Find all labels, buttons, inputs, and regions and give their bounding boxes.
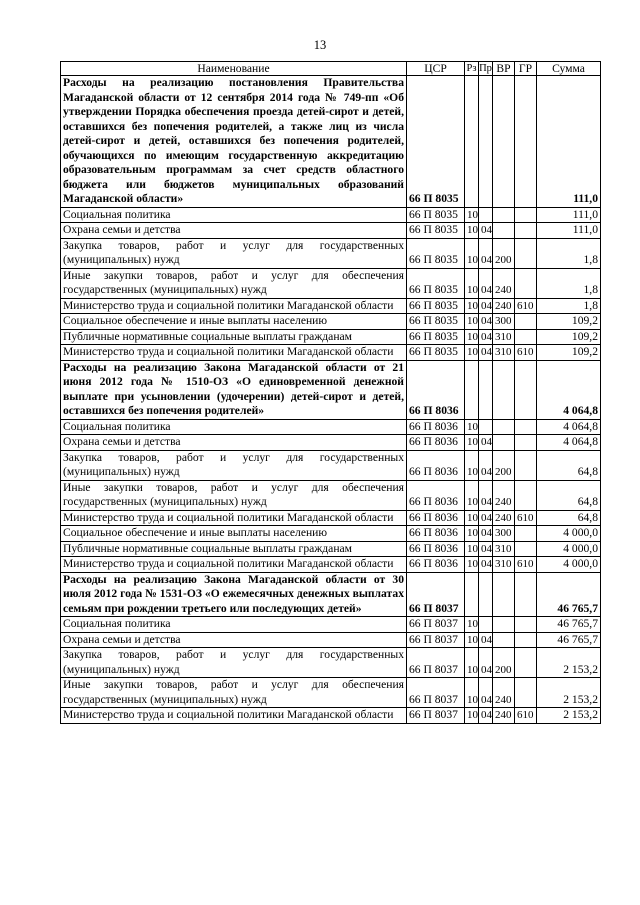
cell-gr: 610 bbox=[515, 298, 537, 314]
cell-rz: 10 bbox=[465, 298, 479, 314]
cell-vr bbox=[493, 223, 515, 239]
cell-rz bbox=[465, 360, 479, 419]
cell-pr bbox=[479, 572, 493, 617]
cell-pr: 04 bbox=[479, 298, 493, 314]
cell-gr bbox=[515, 76, 537, 208]
table-row bbox=[61, 617, 601, 633]
table-row bbox=[61, 76, 601, 208]
cell-vr: 310 bbox=[493, 329, 515, 345]
cell-name: Социальная политика bbox=[61, 207, 407, 223]
header-vr: ВР bbox=[493, 62, 515, 76]
cell-rz: 10 bbox=[465, 223, 479, 239]
cell-sum: 64,8 bbox=[537, 480, 601, 510]
header-csr: ЦСР bbox=[407, 62, 465, 76]
cell-name: Социальная политика bbox=[61, 419, 407, 435]
cell-sum: 111,0 bbox=[537, 76, 601, 208]
header-name: Наименование bbox=[61, 62, 407, 76]
cell-csr: 66 П 8036 bbox=[407, 510, 465, 526]
cell-rz: 10 bbox=[465, 557, 479, 573]
cell-pr: 04 bbox=[479, 526, 493, 542]
table-row bbox=[61, 648, 601, 678]
cell-csr: 66 П 8036 bbox=[407, 480, 465, 510]
cell-vr: 240 bbox=[493, 298, 515, 314]
cell-gr bbox=[515, 314, 537, 330]
cell-name: Охрана семьи и детства bbox=[61, 435, 407, 451]
cell-rz: 10 bbox=[465, 617, 479, 633]
cell-pr: 04 bbox=[479, 632, 493, 648]
cell-pr: 04 bbox=[479, 268, 493, 298]
cell-sum: 2 153,2 bbox=[537, 648, 601, 678]
cell-name: Министерство труда и социальной политики Магаданской области bbox=[61, 298, 407, 314]
cell-name: Публичные нормативные социальные выплаты гражданам bbox=[61, 541, 407, 557]
cell-vr: 240 bbox=[493, 708, 515, 724]
cell-csr: 66 П 8035 bbox=[407, 268, 465, 298]
cell-vr bbox=[493, 617, 515, 633]
cell-rz: 10 bbox=[465, 450, 479, 480]
cell-pr: 04 bbox=[479, 678, 493, 708]
table-row bbox=[61, 207, 601, 223]
cell-rz bbox=[465, 572, 479, 617]
cell-sum: 4 000,0 bbox=[537, 557, 601, 573]
table-row bbox=[61, 298, 601, 314]
cell-gr: 610 bbox=[515, 510, 537, 526]
cell-pr bbox=[479, 360, 493, 419]
cell-vr: 200 bbox=[493, 238, 515, 268]
cell-pr: 04 bbox=[479, 541, 493, 557]
cell-sum: 46 765,7 bbox=[537, 617, 601, 633]
cell-csr: 66 П 8036 bbox=[407, 419, 465, 435]
cell-sum: 111,0 bbox=[537, 223, 601, 239]
cell-pr: 04 bbox=[479, 314, 493, 330]
cell-gr bbox=[515, 223, 537, 239]
cell-vr: 310 bbox=[493, 557, 515, 573]
table-row bbox=[61, 510, 601, 526]
table-row bbox=[61, 329, 601, 345]
cell-rz: 10 bbox=[465, 632, 479, 648]
cell-rz: 10 bbox=[465, 526, 479, 542]
cell-csr: 66 П 8035 bbox=[407, 238, 465, 268]
cell-vr: 240 bbox=[493, 510, 515, 526]
cell-sum: 4 064,8 bbox=[537, 360, 601, 419]
cell-pr: 04 bbox=[479, 223, 493, 239]
cell-rz: 10 bbox=[465, 480, 479, 510]
cell-vr bbox=[493, 572, 515, 617]
cell-csr: 66 П 8035 bbox=[407, 329, 465, 345]
cell-rz: 10 bbox=[465, 329, 479, 345]
cell-name: Министерство труда и социальной политики Магаданской области bbox=[61, 708, 407, 724]
cell-gr bbox=[515, 678, 537, 708]
cell-csr: 66 П 8035 bbox=[407, 345, 465, 361]
cell-gr bbox=[515, 419, 537, 435]
cell-csr: 66 П 8036 bbox=[407, 450, 465, 480]
cell-name: Социальное обеспечение и иные выплаты населению bbox=[61, 314, 407, 330]
cell-rz: 10 bbox=[465, 314, 479, 330]
header-rz: Рз bbox=[466, 63, 477, 74]
cell-sum: 111,0 bbox=[537, 207, 601, 223]
cell-vr bbox=[493, 435, 515, 451]
cell-vr: 240 bbox=[493, 480, 515, 510]
cell-pr bbox=[479, 76, 493, 208]
cell-sum: 109,2 bbox=[537, 329, 601, 345]
cell-sum: 64,8 bbox=[537, 510, 601, 526]
cell-rz: 10 bbox=[465, 419, 479, 435]
cell-sum: 4 000,0 bbox=[537, 541, 601, 557]
cell-name: Иные закупки товаров, работ и услуг для обеспечения государственных (муниципальных) нужд bbox=[61, 480, 407, 510]
cell-name: Закупка товаров, работ и услуг для государственных (муниципальных) нужд bbox=[61, 238, 407, 268]
cell-name: Социальная политика bbox=[61, 617, 407, 633]
cell-csr: 66 П 8035 bbox=[407, 298, 465, 314]
cell-vr bbox=[493, 360, 515, 419]
cell-name: Охрана семьи и детства bbox=[61, 632, 407, 648]
cell-pr: 04 bbox=[479, 329, 493, 345]
table-row bbox=[61, 314, 601, 330]
cell-name: Министерство труда и социальной политики Магаданской области bbox=[61, 510, 407, 526]
cell-csr: 66 П 8037 bbox=[407, 648, 465, 678]
cell-name: Иные закупки товаров, работ и услуг для обеспечения государственных (муниципальных) нужд bbox=[61, 268, 407, 298]
cell-csr: 66 П 8036 bbox=[407, 526, 465, 542]
cell-name: Иные закупки товаров, работ и услуг для обеспечения государственных (муниципальных) нужд bbox=[61, 678, 407, 708]
cell-csr: 66 П 8036 bbox=[407, 557, 465, 573]
cell-csr: 66 П 8035 bbox=[407, 207, 465, 223]
cell-sum: 1,8 bbox=[537, 238, 601, 268]
cell-pr bbox=[479, 617, 493, 633]
cell-pr: 04 bbox=[479, 708, 493, 724]
table-row bbox=[61, 450, 601, 480]
cell-pr bbox=[479, 419, 493, 435]
cell-vr: 300 bbox=[493, 526, 515, 542]
cell-gr bbox=[515, 207, 537, 223]
table-row bbox=[61, 541, 601, 557]
cell-pr: 04 bbox=[479, 345, 493, 361]
cell-csr: 66 П 8037 bbox=[407, 572, 465, 617]
budget-table bbox=[60, 61, 601, 724]
cell-csr: 66 П 8036 bbox=[407, 435, 465, 451]
cell-sum: 1,8 bbox=[537, 298, 601, 314]
table-body bbox=[61, 76, 601, 724]
cell-sum: 46 765,7 bbox=[537, 572, 601, 617]
cell-gr bbox=[515, 526, 537, 542]
cell-csr: 66 П 8035 bbox=[407, 223, 465, 239]
table-row bbox=[61, 268, 601, 298]
table-row bbox=[61, 678, 601, 708]
cell-rz: 10 bbox=[465, 435, 479, 451]
cell-name: Министерство труда и социальной политики Магаданской области bbox=[61, 345, 407, 361]
cell-pr: 04 bbox=[479, 480, 493, 510]
cell-vr: 240 bbox=[493, 268, 515, 298]
cell-sum: 109,2 bbox=[537, 314, 601, 330]
cell-pr bbox=[479, 207, 493, 223]
cell-sum: 109,2 bbox=[537, 345, 601, 361]
header-gr: ГР bbox=[515, 62, 537, 76]
cell-rz: 10 bbox=[465, 268, 479, 298]
cell-sum: 2 153,2 bbox=[537, 708, 601, 724]
table-row bbox=[61, 419, 601, 435]
cell-name: Расходы на реализацию Закона Магаданской области от 21 июня 2012 года № 1510-ОЗ «О единовременной денежной выплате при усыновлении (удочерении) детей-сирот и детей, оставшихся без попечения родителей» bbox=[61, 360, 407, 419]
cell-rz: 10 bbox=[465, 207, 479, 223]
cell-sum: 2 153,2 bbox=[537, 678, 601, 708]
cell-vr: 310 bbox=[493, 345, 515, 361]
cell-name: Охрана семьи и детства bbox=[61, 223, 407, 239]
cell-gr bbox=[515, 541, 537, 557]
cell-vr bbox=[493, 419, 515, 435]
cell-rz bbox=[465, 76, 479, 208]
cell-csr: 66 П 8035 bbox=[407, 76, 465, 208]
table-row bbox=[61, 345, 601, 361]
table-row bbox=[61, 572, 601, 617]
table-row bbox=[61, 223, 601, 239]
cell-name: Расходы на реализацию постановления Правительства Магаданской области от 12 сентября 2014 года № 749-пп «Об утверждении Порядка обеспечения проезда детей-сирот и детей, оставшихся без попечения родителей, а также лиц из числа детей-сирот и детей, оставшихся без попечения родителей, обучающихся по имеющим государственную аккредитацию образовательным программам за счет средств областного бюджета или бюджетов муниципальных образований Магаданской области» bbox=[61, 76, 407, 208]
cell-vr: 240 bbox=[493, 678, 515, 708]
page-number: 13 bbox=[313, 38, 327, 52]
cell-name: Социальное обеспечение и иные выплаты населению bbox=[61, 526, 407, 542]
cell-vr bbox=[493, 207, 515, 223]
cell-csr: 66 П 8036 bbox=[407, 360, 465, 419]
header-pr: Пр bbox=[479, 63, 492, 74]
cell-rz: 10 bbox=[465, 678, 479, 708]
header-sum: Сумма bbox=[537, 62, 601, 76]
table-header-row bbox=[61, 62, 601, 76]
cell-gr bbox=[515, 329, 537, 345]
cell-gr bbox=[515, 268, 537, 298]
cell-sum: 4 000,0 bbox=[537, 526, 601, 542]
cell-vr: 200 bbox=[493, 648, 515, 678]
cell-gr: 610 bbox=[515, 345, 537, 361]
table-row bbox=[61, 435, 601, 451]
cell-vr: 300 bbox=[493, 314, 515, 330]
cell-sum: 4 064,8 bbox=[537, 419, 601, 435]
cell-pr: 04 bbox=[479, 450, 493, 480]
cell-gr bbox=[515, 648, 537, 678]
cell-gr bbox=[515, 435, 537, 451]
cell-csr: 66 П 8037 bbox=[407, 632, 465, 648]
cell-csr: 66 П 8037 bbox=[407, 678, 465, 708]
cell-pr: 04 bbox=[479, 238, 493, 268]
cell-rz: 10 bbox=[465, 648, 479, 678]
cell-vr: 200 bbox=[493, 450, 515, 480]
cell-vr: 310 bbox=[493, 541, 515, 557]
cell-gr bbox=[515, 480, 537, 510]
cell-csr: 66 П 8037 bbox=[407, 617, 465, 633]
cell-csr: 66 П 8037 bbox=[407, 708, 465, 724]
cell-sum: 4 064,8 bbox=[537, 435, 601, 451]
cell-gr bbox=[515, 632, 537, 648]
cell-pr: 04 bbox=[479, 435, 493, 451]
cell-name: Публичные нормативные социальные выплаты гражданам bbox=[61, 329, 407, 345]
cell-name: Закупка товаров, работ и услуг для государственных (муниципальных) нужд bbox=[61, 450, 407, 480]
table-row bbox=[61, 632, 601, 648]
cell-rz: 10 bbox=[465, 238, 479, 268]
cell-gr bbox=[515, 450, 537, 480]
table-row bbox=[61, 708, 601, 724]
cell-csr: 66 П 8036 bbox=[407, 541, 465, 557]
cell-sum: 1,8 bbox=[537, 268, 601, 298]
cell-pr: 04 bbox=[479, 648, 493, 678]
cell-sum: 46 765,7 bbox=[537, 632, 601, 648]
cell-name: Закупка товаров, работ и услуг для государственных (муниципальных) нужд bbox=[61, 648, 407, 678]
cell-sum: 64,8 bbox=[537, 450, 601, 480]
cell-gr: 610 bbox=[515, 708, 537, 724]
cell-name: Расходы на реализацию Закона Магаданской области от 30 июля 2012 года № 1531-ОЗ «О ежемесячных денежных выплатах семьям при рождении третьего или последующих детей» bbox=[61, 572, 407, 617]
table-row bbox=[61, 480, 601, 510]
cell-gr bbox=[515, 572, 537, 617]
cell-rz: 10 bbox=[465, 541, 479, 557]
cell-pr: 04 bbox=[479, 510, 493, 526]
table-row bbox=[61, 557, 601, 573]
cell-rz: 10 bbox=[465, 708, 479, 724]
cell-rz: 10 bbox=[465, 510, 479, 526]
cell-gr bbox=[515, 617, 537, 633]
table-row bbox=[61, 526, 601, 542]
cell-vr bbox=[493, 632, 515, 648]
cell-rz: 10 bbox=[465, 345, 479, 361]
table-row bbox=[61, 238, 601, 268]
table-row bbox=[61, 360, 601, 419]
cell-vr bbox=[493, 76, 515, 208]
cell-gr bbox=[515, 360, 537, 419]
cell-pr: 04 bbox=[479, 557, 493, 573]
cell-name: Министерство труда и социальной политики Магаданской области bbox=[61, 557, 407, 573]
cell-gr bbox=[515, 238, 537, 268]
cell-csr: 66 П 8035 bbox=[407, 314, 465, 330]
cell-gr: 610 bbox=[515, 557, 537, 573]
